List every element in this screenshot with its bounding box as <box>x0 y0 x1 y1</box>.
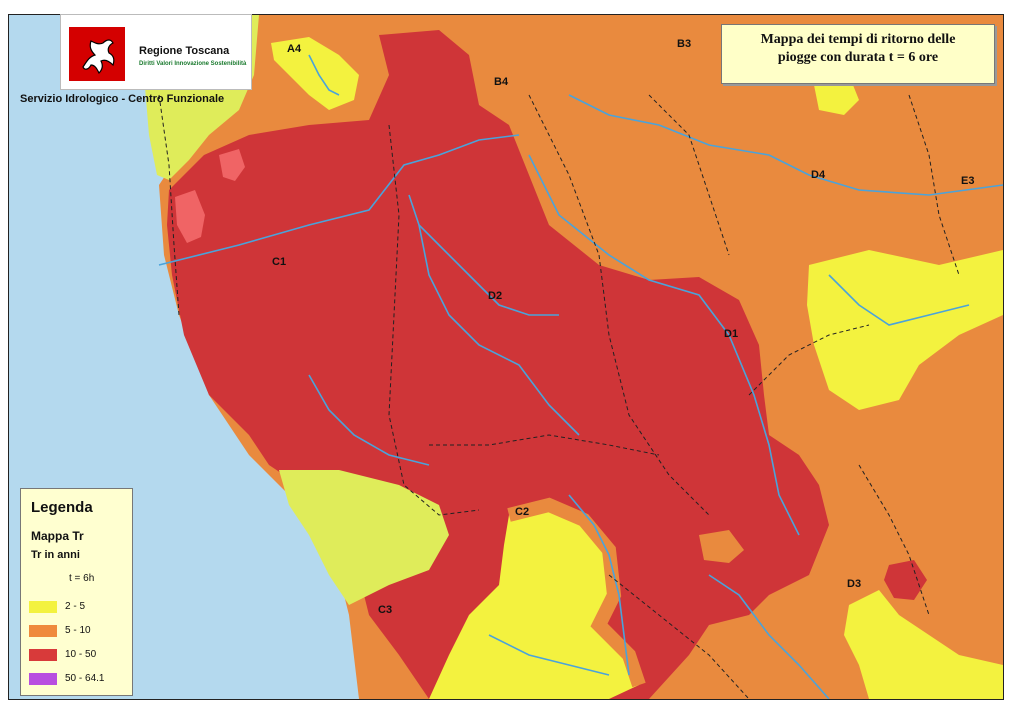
legend-swatch <box>29 601 57 613</box>
zone-label-c3: C3 <box>378 604 393 616</box>
logo-tagline: Diritti Valori Innovazione Sostenibilità <box>139 61 247 67</box>
legend-units: Tr in anni <box>31 549 80 561</box>
legend-item-5-10 <box>29 625 129 639</box>
logo-text: Regione Toscana <box>139 45 230 57</box>
legend-swatch <box>29 649 57 661</box>
legend-title: Legenda <box>31 499 93 516</box>
map-frame <box>8 14 1004 700</box>
legend-label: 50 - 64.1 <box>65 673 105 684</box>
legend-duration: t = 6h <box>69 573 95 584</box>
legend-item-10-50 <box>29 649 129 663</box>
zone-label-d2: D2 <box>488 290 503 302</box>
map-title-line-2: piogge con durata t = 6 ore <box>777 50 939 65</box>
zone-label-e3: E3 <box>961 175 975 187</box>
legend-item-50-64 <box>29 673 129 687</box>
zone-label-c1: C1 <box>272 256 287 268</box>
zone-label-d1: D1 <box>724 328 739 340</box>
map-title-box <box>721 24 995 84</box>
zone-label-d4: D4 <box>811 169 826 181</box>
zone-label-b3: B3 <box>677 38 692 50</box>
legend <box>20 488 133 696</box>
legend-label: 5 - 10 <box>65 625 91 636</box>
zone-label-a4: A4 <box>287 43 302 55</box>
regione-toscana-logo <box>69 27 125 81</box>
service-label: Servizio Idrologico - Centro Funzionale <box>20 93 225 105</box>
legend-subtitle: Mappa Tr <box>31 529 84 543</box>
horse-icon <box>73 31 121 77</box>
legend-item-2-5 <box>29 601 129 615</box>
zone-label-d3: D3 <box>847 578 862 590</box>
zone-label-c2: C2 <box>515 506 530 518</box>
map-title-line-1: Mappa dei tempi di ritorno delle <box>760 32 956 47</box>
legend-swatch <box>29 625 57 637</box>
logo-box <box>60 14 252 90</box>
legend-label: 10 - 50 <box>65 649 97 660</box>
legend-label: 2 - 5 <box>65 601 86 612</box>
legend-swatch <box>29 673 57 685</box>
zone-label-b4: B4 <box>494 76 509 88</box>
rainfall-return-period-map[interactable] <box>9 15 1003 699</box>
